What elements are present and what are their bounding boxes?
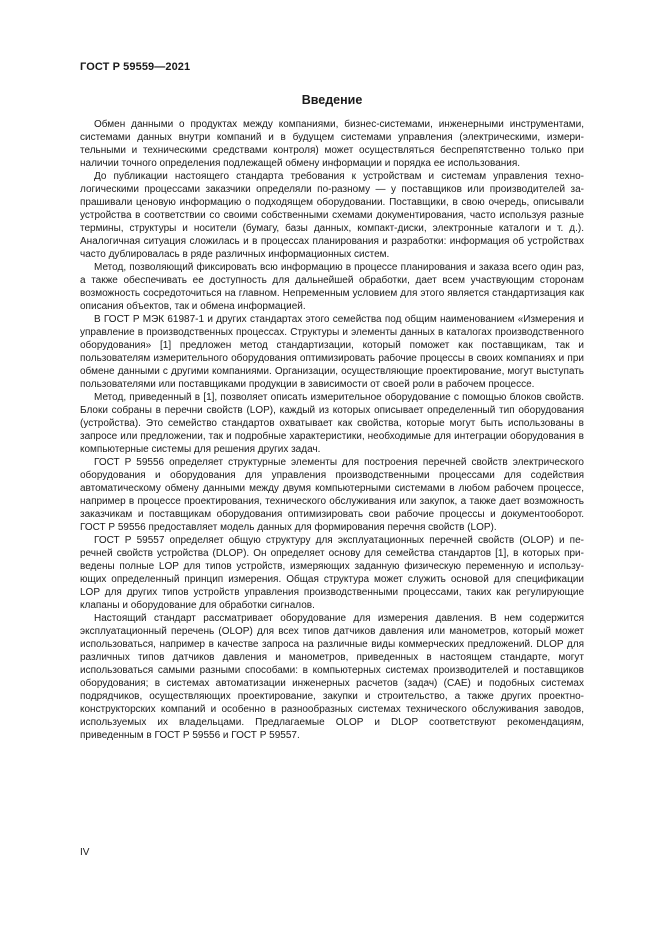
paragraph: ГОСТ Р 59557 определяет общую структуру для эксплуатационных перечней свойств (OLOP) и перечней свойств устройства (DLOP). Он определяет основу для семейства стандартов [1], в которых приведены полные LOP для типов устройств, измеряющих заданную физическую переменную и использующих определенный принцип измерения. Общая структура может служить основой для спецификации LOP для других типов устройств управления производственными процессами, таких как регулирующие клапаны и оборудование для обработки сигналов. xyxy=(80,535,584,611)
section-title: Введение xyxy=(301,93,363,107)
document-body xyxy=(80,118,584,742)
paragraph: Метод, позволяющий фиксировать всю информацию в процессе планирования и заказа всего один раз, а также обеспечивать ее доступность для дальнейшей обработки, дает всем участвующим сторонам возможность сосредоточиться на главном. Непременным условием для этого является стандартизация как описания объектов, так и обмена информацией. xyxy=(80,262,584,312)
paragraph: Настоящий стандарт рассматривает оборудование для измерения давления. В нем содержится эксплуатационный перечень (OLOP) для всех типов датчиков давления или манометров, который может использоваться, например в качестве запроса на различные виды коммерческих предложений. DLOP для различных типов датчиков давления и манометров, приведенных в настоящем стандарте, могут использоваться самыми разными способами: в компьютерных системах производителей и поставщиков оборудования; в системах автоматизации инженерных расчетов (задач) (CAE) и подобных системах подрядчиков, осуществляющих проектирование, закупки и строительство, а также других проектно-конструкторских компаний и особенно в разнообразных системах технического обслуживания заводов, используемых их владельцами. Предлагаемые OLOP и DLOP соответствуют рекомендациям, приведенным в ГОСТ Р 59556 и ГОСТ Р 59557. xyxy=(80,613,584,741)
paragraph: Метод, приведенный в [1], позволяет описать измерительное оборудование с помощью блоков свойств. Блоки собраны в перечни свойств (LOP), каждый из которых описывает определенный тип оборудования (устройства). Это семейство стандартов охватывает как свойства, которые могут быть использованы в запросе или предложении, так и подробные характеристики, необходимые для интеграции оборудования в компьютерные системы для решения других задач. xyxy=(80,392,584,455)
page-number: IV xyxy=(80,847,90,858)
document-code-header: ГОСТ Р 59559—2021 xyxy=(80,61,191,73)
paragraph: Обмен данными о продуктах между компаниями, бизнес-системами, инженерными инструментами, системами данных внутри компаний и в будущем системами управления (электрическими, измерительными и техническими средствами контроля) может осуществляться беспрепятственно только при наличии точного определения подлежащей обмену информации и порядка ее использования. xyxy=(80,119,584,169)
paragraph: ГОСТ Р 59556 определяет структурные элементы для построения перечней свойств электрического оборудования и оборудования для управления производственными процессами для содействия автоматическому обмену данными между двумя компьютерными системами в любом рабочем процессе, например в процессе проектирования, технического обслуживания или закупок, а также дает возможность заказчикам и поставщикам оборудования оптимизировать свои рабочие процессы и документооборот. ГОСТ Р 59556 предоставляет модель данных для формирования перечня свойств (LOP). xyxy=(80,457,584,533)
paragraph: В ГОСТ Р МЭК 61987-1 и других стандартах этого семейства под общим наименованием «Измерения и управление в производственных процессах. Структуры и элементы данных в каталогах производственного оборудования» [1] предложен метод стандартизации, который поможет как поставщикам, так и пользователям измерительного оборудования оптимизировать рабочие процессы в своих компаниях и при обмене данными с другими компаниями. Организации, осуществляющие проектирование, могут выступать пользователями или поставщиками продукции в зависимости от своей роли в рабочем процессе. xyxy=(80,314,584,390)
paragraph: До публикации настоящего стандарта требования к устройствам и системам управления технологическими процессами заказчики определяли по-разному — у поставщиков или производителей запрашивали ценовую информацию о подходящем оборудовании. Поставщики, в свою очередь, описывали устройства в соответствии со своими собственными схемами документирования, часто используя разные термины, структуры и носители (бумагу, базы данных, компакт-диски, электронные каталоги и т. д.). Аналогичная ситуация сложилась и в процессах планирования и разработки: информация об устройствах часто дублировалась в ряде различных информационных систем. xyxy=(80,171,584,260)
